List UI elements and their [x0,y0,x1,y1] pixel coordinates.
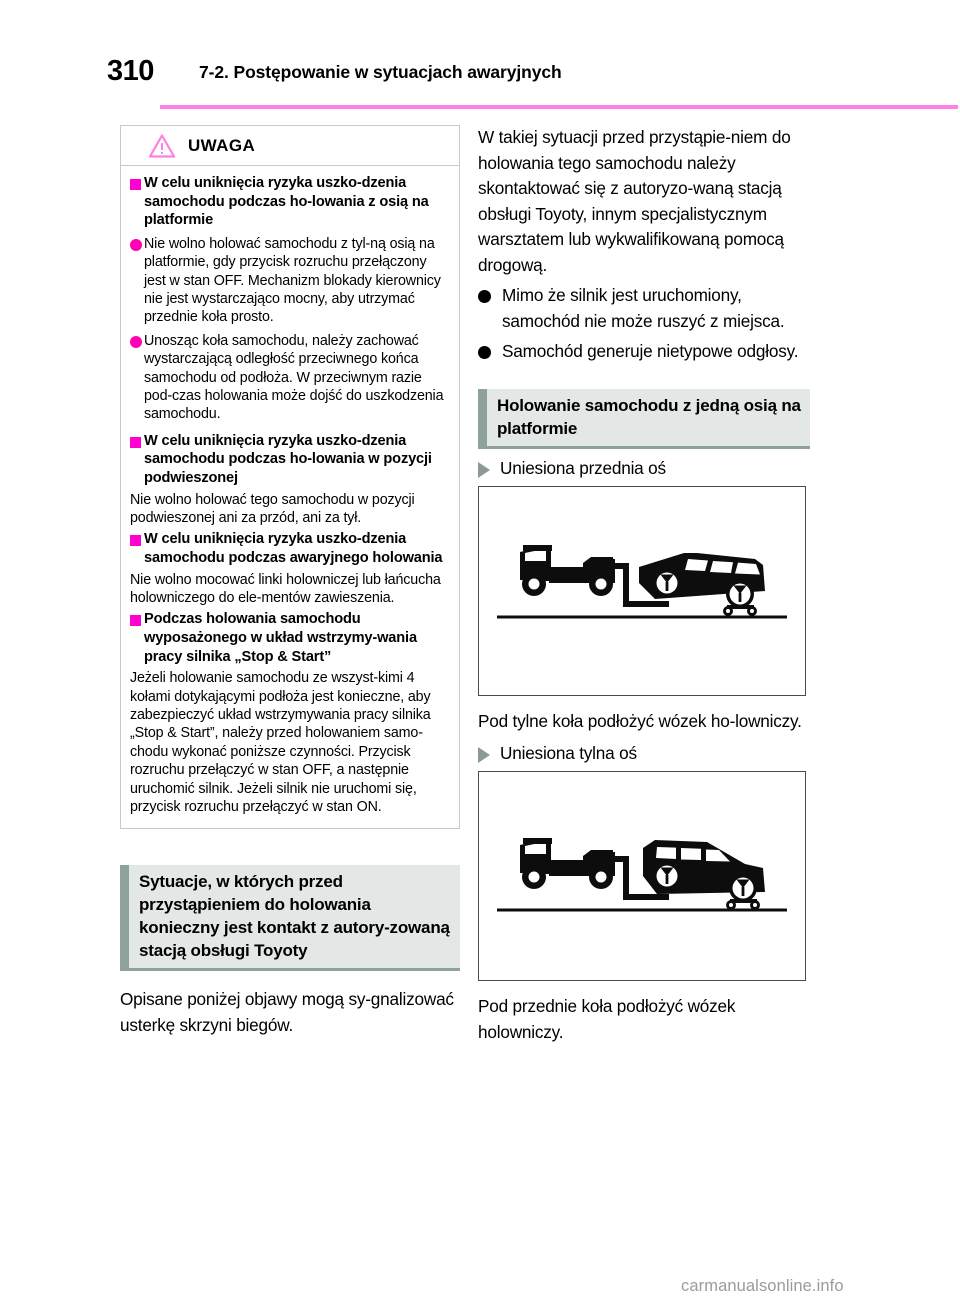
caution-paragraph: Jeżeli holowanie samochodu ze wszyst-kimi 4 kołami dotykającymi podłoża jest konieczne, aby zabezpieczyć układ wstrzymywania pracy silnika „Stop & Start”, należy przed holowaniem samo-chodu wykonać poniższe czynności. Przycisk rozruchu przełączyć w stan OFF, a następnie uruchomić silnik. Jeżeli silnik nie uruchomi się, przycisk rozruchu przełączyć w stan ON. [130,670,431,816]
figure-front-axle-lifted [478,486,806,696]
site-watermark: carmanualsonline.info [681,1277,844,1295]
section-paragraph: Opisane poniżej objawy mogą sy-gnalizować usterkę skrzyni biegów. [120,989,454,1035]
sub-heading-text: Uniesiona tylna oś [500,743,637,763]
square-bullet-icon [130,437,141,448]
caution-heading-item [130,610,450,666]
caution-heading-item [130,530,450,567]
tow-truck-rear-axle-lifted-illustration [479,772,805,980]
caution-title: UWAGA [188,135,256,155]
section-heading-towing-contact: Sytuacje, w których przed przystąpieniem do holowania konieczny jest kontakt z autory-zowaną stacją obsługi Toyoty [120,865,460,971]
square-bullet-icon [130,179,141,190]
caution-list-item [130,332,450,424]
figure-rear-axle-lifted [478,771,806,981]
bullet-text: Mimo że silnik jest uruchomiony, samochód nie może ruszyć z miejsca. [502,285,785,331]
square-bullet-icon [130,615,141,626]
caption-rear-axle: Pod przednie koła podłożyć wózek holowniczy. [478,996,736,1042]
section-heading-single-axle-towing: Holowanie samochodu z jedną osią na platformie [478,389,810,449]
caution-paragraph: Nie wolno holować tego samochodu w pozycji podwieszonej ani za przód, ani za tył. [130,491,415,527]
round-bullet-icon [130,239,142,251]
sub-heading-text: Uniesiona przednia oś [500,457,666,478]
round-bullet-icon [478,290,491,303]
caution-list-text: Unosząc koła samochodu, należy zachować wystarczającą odległość przeciwnego końca samochodu od podłoża. W przeciwnym razie pod-czas holowania może dojść do uszkodzenia samochodu. [144,332,444,423]
square-bullet-icon [130,535,141,546]
caution-heading-text: W celu uniknięcia ryzyka uszko-dzenia samochodu podczas ho-lowania w pozycji podwieszonej [144,432,432,487]
caution-list-text: Nie wolno holować samochodu z tyl-ną osią na platformie, gdy przycisk rozruchu przełączony jest w stan OFF. Mechanizm blokady kierownicy nie jest wystarczająco mocny, aby utrzymać przednie koła prosto. [144,235,441,326]
sub-heading-rear-axle [478,741,810,765]
caution-header [121,126,459,166]
caution-heading-item [130,432,450,488]
caution-heading-text: W celu uniknięcia ryzyka uszko-dzenia samochodu podczas awaryjnego holowania [144,531,443,567]
warning-triangle-icon [149,134,175,158]
page-title: 7-2. Postępowanie w sytuacjach awaryjnych [199,62,562,82]
bullet-text: Samochód generuje nietypowe odgłosy. [502,341,799,361]
caution-heading-item [130,174,450,230]
right-column [478,125,810,1045]
round-bullet-icon [130,336,142,348]
caution-heading-text: Podczas holowania samochodu wyposażonego w układ wstrzymy-wania pracy silnika „Stop & Start” [144,611,417,665]
triangle-bullet-icon [478,462,490,478]
page-number: 310 [107,55,154,87]
sub-heading-front-axle [478,456,810,480]
caution-paragraph: Nie wolno mocować linki holowniczej lub łańcucha holowniczego do ele-mentów zawieszenia. [130,571,441,607]
caution-body [121,166,459,828]
caption-front-axle: Pod tylne koła podłożyć wózek ho-lowniczy. [478,710,802,731]
left-column [120,125,460,1038]
caution-list-item [130,235,450,327]
tow-truck-front-axle-lifted-illustration [479,487,805,695]
bullet-item [478,339,810,365]
caution-box [120,125,460,829]
page-header [0,55,960,105]
caution-heading-text: W celu uniknięcia ryzyka uszko-dzenia samochodu podczas ho-lowania z osią na platformie [144,175,429,229]
round-bullet-icon [478,346,491,359]
header-divider-rule [160,105,958,109]
bullet-item [478,283,810,334]
intro-paragraph: W takiej sytuacji przed przystąpie-niem do holowania tego samochodu należy skontaktować się z autoryzo-waną stacją obsługi Toyoty, innym specjalistycznym warsztatem lub wykwalifikowaną pomocą drogową. [478,127,791,275]
triangle-bullet-icon [478,747,490,763]
